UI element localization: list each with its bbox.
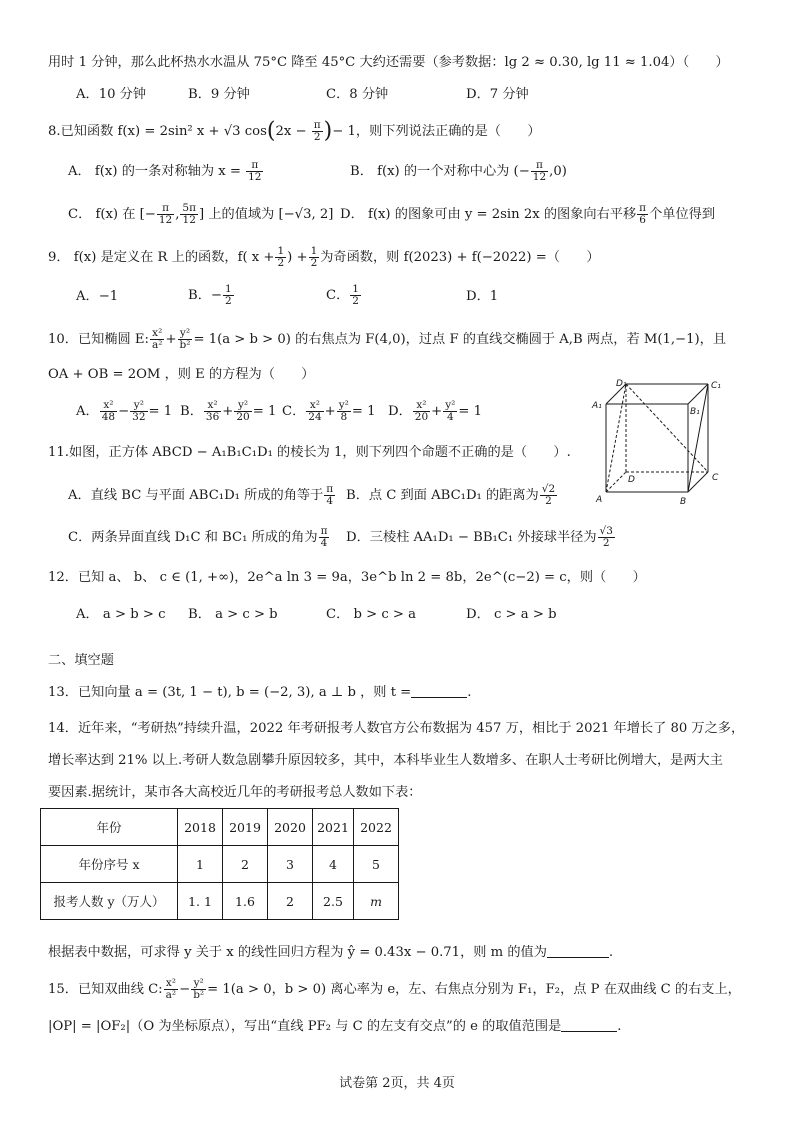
table-row	[41, 846, 399, 883]
q9-option-c: C． $\frac{1}{2}$	[326, 283, 359, 307]
q13-answer-blank[interactable]	[411, 685, 467, 698]
q12-stem: 12．已知 a、 b、 c ∈ (1, +∞)，2e^a ln 3 = 9a，3e^b ln 2 = 8b，2e^(c−2) = c，则（ ）	[48, 570, 646, 585]
table-row	[41, 809, 399, 846]
label-c: C	[712, 473, 719, 483]
table-cell: 3	[268, 846, 313, 883]
q8-option-a: A． f(x) 的一条对称轴为 x = $\frac{\pi}{12}$	[68, 159, 262, 183]
q11-option-d: D．三棱柱 AA₁D₁ − BB₁C₁ 外接球半径为 $\frac{√3}{2}$	[346, 525, 613, 549]
q9-option-d: D．1	[466, 289, 499, 304]
table-cell: 2018	[178, 809, 223, 846]
q10-stem-line2: OA + OB = 2OM ，则 E 的方程为（ ）	[48, 367, 315, 382]
section-heading-fill-in: 二、填空题	[48, 653, 114, 668]
q15-answer-blank[interactable]	[561, 1019, 617, 1032]
table-cell: 2022	[354, 809, 399, 846]
label-a: A	[596, 495, 603, 505]
q9-option-a: A．−1	[76, 289, 119, 304]
q10-option-d: D． $\frac{\text{x²}}{20}$ + $\frac{\text{y²}}{4}$ = 1	[388, 399, 482, 423]
q15-stem: 15．已知双曲线 C: $\frac{\text{x²}}{\text{a²}}$ − $\frac{\text{y²}}{\text{b²}}$ = 1(a > 0，b > 0) 离心率为 e，左、右焦点分别为 F₁，F₂，点 P 在双曲线 C 的右支上，	[48, 977, 741, 1001]
q11-option-b: B．点 C 到面 ABC₁D₁ 的距离为 $\frac{√2}{2}$	[346, 483, 556, 507]
table-cell: 2019	[223, 809, 268, 846]
q15-stem-line2: |OP| = |OF₂|（O 为坐标原点），写出“直线 PF₂ 与 C 的左支有交点”的 e 的取值范围是 .	[48, 1019, 622, 1034]
q8-option-d: D． f(x) 的图象可由 y = 2sin 2x 的图象向右平移 $\frac{\pi}{6}$ 个单位得到	[340, 202, 716, 226]
label-d1: D₁	[616, 379, 627, 389]
page-footer: 试卷第 2页，共 4页	[339, 1076, 455, 1091]
q12-option-c: C． b > c > a	[326, 607, 417, 622]
q7-option-c: C．8 分钟	[326, 87, 389, 102]
q8-stem: 8.已知函数 f(x) = 2sin² x + √3 cos(2x − $\frac{\pi}{2}$ )− 1，则下列说法正确的是（ ）	[48, 118, 541, 144]
diag-bc1	[688, 384, 708, 492]
table-cell: 1.6	[223, 883, 268, 920]
label-d: D	[628, 475, 635, 485]
table-cell: 4	[313, 846, 354, 883]
q7-option-b: B．9 分钟	[188, 87, 250, 102]
label-a1: A₁	[592, 401, 602, 411]
table-cell: 报考人数 y（万人）	[41, 883, 178, 920]
q7-option-d: D．7 分钟	[466, 87, 529, 102]
q7-stem-tail: 用时 1 分钟，那么此杯热水水温从 75°C 降至 45°C 大约还需要（参考数据：lg 2 ≈ 0.30, lg 11 ≈ 1.04）（ ）	[48, 55, 729, 70]
table-cell: 2.5	[313, 883, 354, 920]
q8-option-c: C． f(x) 在 [− $\frac{\pi}{12}$ , $\frac{5\pi}{12}$ ] 上的值域为 [−√3, 2]	[68, 202, 334, 226]
exam-applicants-table	[40, 808, 399, 920]
q10-stem: 10．已知椭圆 E: $\frac{\text{x²}}{\text{a²}}$ + $\frac{\text{y²}}{\text{b²}}$ = 1(a > b > 0) 的右焦点为 F(4,0)，过点 F 的直线交椭圆于 A,B 两点，若 M(1,−1)，且	[48, 327, 727, 351]
q7-option-a: A．10 分钟	[76, 87, 147, 102]
q10-option-c: C． $\frac{\text{x²}}{24}$ + $\frac{\text{y²}}{8}$ = 1	[282, 399, 376, 423]
table-cell: 2021	[313, 809, 354, 846]
q9-stem: 9． f(x) 是定义在 R 上的函数，f( x + $\frac{1}{2}$ ) + $\frac{1}{2}$ 为奇函数，则 f(2023) + f(−2022) =（ ）	[48, 245, 600, 269]
q12-option-a: A． a > b > c	[76, 607, 166, 622]
label-b1: B₁	[690, 407, 700, 417]
q10-option-a: A． $\frac{\text{x²}}{48}$ − $\frac{\text{y²}}{32}$ = 1	[76, 399, 173, 423]
table-cell: 2	[223, 846, 268, 883]
q14-question: 根据表中数据，可求得 y 关于 x 的线性回归方程为 ŷ = 0.43x − 0.71，则 m 的值为 .	[48, 945, 614, 960]
cube-figure	[588, 378, 728, 508]
q13-stem: 13．已知向量 a = (3t, 1 − t), b = (−2, 3), a ⊥ b ，则 t = .	[48, 685, 472, 700]
q11-stem: 11.如图，正方体 ABCD − A₁B₁C₁D₁ 的棱长为 1，则下列四个命题不正确的是（ ）.	[48, 445, 571, 460]
label-b: B	[680, 497, 687, 507]
q14-answer-blank[interactable]	[547, 945, 609, 958]
label-c1: C₁	[711, 381, 721, 391]
table-cell: 2	[268, 883, 313, 920]
q8-option-b: B． f(x) 的一个对称中心为 (− $\frac{\pi}{12}$ ,0)	[350, 159, 567, 183]
table-cell: 1. 1	[178, 883, 223, 920]
q14-line1: 14．近年来，“考研热”持续升温，2022 年考研报考人数官方公布数据为 457 万，相比于 2021 年增长了 80 万之多，	[48, 721, 745, 736]
q12-option-b: B． a > c > b	[188, 607, 278, 622]
q11-option-c: C．两条异面直线 D₁C 和 BC₁ 所成的角为 $\frac{\pi}{4}$	[68, 525, 328, 549]
table-cell: m	[354, 883, 399, 920]
q14-line3: 要因素.据统计，某市各大高校近几年的考研报考总人数如下表：	[48, 785, 422, 800]
q9-option-b: B．− $\frac{1}{2}$	[188, 283, 232, 307]
table-cell: 年份	[41, 809, 178, 846]
diag-ad1	[606, 384, 626, 492]
table-cell: 1	[178, 846, 223, 883]
table-cell: 2020	[268, 809, 313, 846]
table-row	[41, 883, 399, 920]
q11-option-a: A．直线 BC 与平面 ABC₁D₁ 所成的角等于 $\frac{\pi}{4}$	[68, 483, 334, 507]
q10-option-b: B． $\frac{\text{x²}}{36}$ + $\frac{\text{y²}}{20}$ = 1	[180, 399, 277, 423]
table-cell: 5	[354, 846, 399, 883]
q14-line2: 增长率达到 21% 以上.考研人数急剧攀升原因较多，其中，本科毕业生人数增多、在职人士考研比例增大，是两大主	[48, 753, 723, 768]
table-cell: 年份序号 x	[41, 846, 178, 883]
q12-option-d: D． c > a > b	[466, 607, 557, 622]
diag-d1c	[626, 384, 708, 472]
